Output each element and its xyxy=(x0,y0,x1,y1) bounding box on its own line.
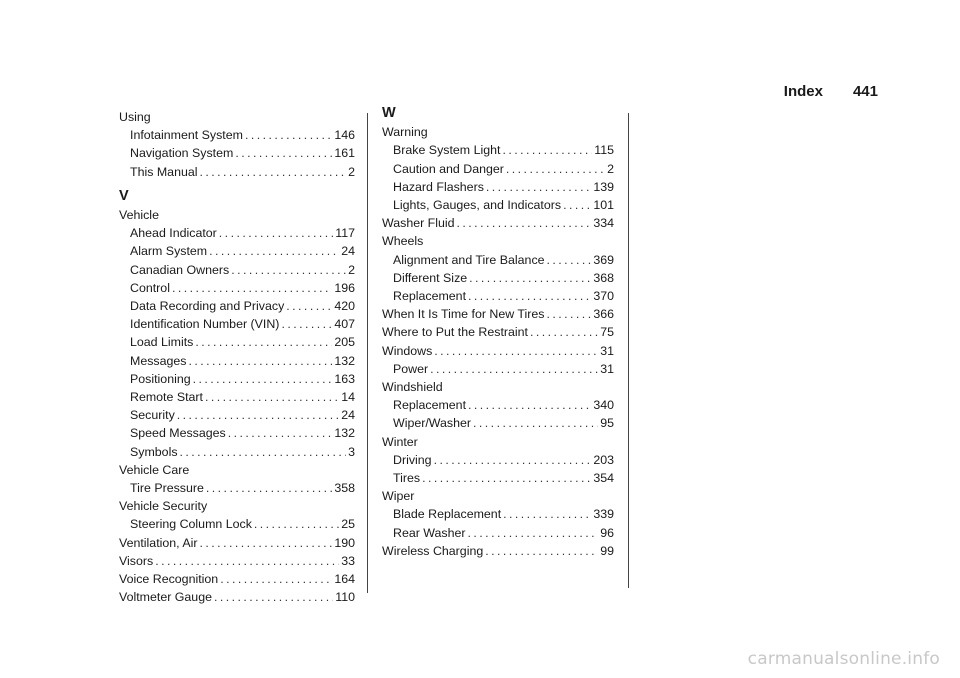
dot-leader xyxy=(219,224,333,242)
dot-leader xyxy=(209,242,339,260)
index-subentry xyxy=(382,269,614,287)
index-subentry xyxy=(382,287,614,305)
entry-page-number: 96 xyxy=(600,525,614,540)
dot-leader xyxy=(200,534,333,552)
entry-page-number: 33 xyxy=(341,553,355,568)
dot-leader xyxy=(188,352,332,370)
dot-leader xyxy=(457,214,592,232)
index-entry xyxy=(382,323,614,341)
index-subentry xyxy=(119,443,355,461)
entry-label: Different Size xyxy=(393,270,468,285)
entry-label: Ventilation, Air xyxy=(119,535,198,550)
entry-page-number: 3 xyxy=(348,444,355,459)
dot-leader xyxy=(502,141,592,159)
entry-label: Brake System Light xyxy=(393,143,501,158)
entry-page-number: 190 xyxy=(334,535,355,550)
dot-leader xyxy=(422,469,591,487)
dot-leader xyxy=(286,297,332,315)
entry-page-number: 339 xyxy=(593,507,614,522)
entry-label: Replacement xyxy=(393,398,467,413)
index-column-1 xyxy=(119,108,355,606)
section-title: Index xyxy=(783,83,823,100)
entry-label: Infotainment System xyxy=(130,128,243,143)
entry-label: Ahead Indicator xyxy=(130,226,217,241)
entry-label: Replacement xyxy=(393,289,467,304)
index-entry xyxy=(382,342,614,360)
index-subentry xyxy=(119,242,355,260)
entry-page-number: 24 xyxy=(341,408,355,423)
index-heading: Wiper xyxy=(382,489,415,504)
entry-label: Tire Pressure xyxy=(130,481,204,496)
index-subentry xyxy=(382,178,614,196)
dot-leader xyxy=(430,360,598,378)
entry-page-number: 115 xyxy=(594,143,614,158)
entry-page-number: 420 xyxy=(334,299,355,314)
entry-page-number: 354 xyxy=(593,471,614,486)
dot-leader xyxy=(235,144,332,162)
entry-page-number: 24 xyxy=(341,244,355,259)
index-entry xyxy=(382,542,614,560)
dot-leader xyxy=(254,515,339,533)
entry-label: Caution and Danger xyxy=(393,161,504,176)
entry-label: Data Recording and Privacy xyxy=(130,299,285,314)
entry-page-number: 2 xyxy=(348,164,355,179)
entry-label: Hazard Flashers xyxy=(393,179,484,194)
entry-page-number: 163 xyxy=(334,371,355,386)
index-heading: Wheels xyxy=(382,234,424,249)
index-subentry xyxy=(382,360,614,378)
entry-page-number: 31 xyxy=(600,361,614,376)
entry-page-number: 407 xyxy=(334,317,355,332)
index-subentry xyxy=(119,370,355,388)
index-subentry xyxy=(119,297,355,315)
entry-page-number: 164 xyxy=(334,572,355,587)
index-subentry xyxy=(382,451,614,469)
entry-label: Security xyxy=(130,408,175,423)
entry-label: Driving xyxy=(393,452,432,467)
index-subentry xyxy=(119,126,355,144)
watermark: carmanualsonline.info xyxy=(747,649,940,669)
dot-leader xyxy=(473,414,598,432)
entry-page-number: 340 xyxy=(593,398,614,413)
index-column-2 xyxy=(382,105,614,560)
index-subentry xyxy=(119,388,355,406)
index-entry xyxy=(119,552,355,570)
entry-page-number: 369 xyxy=(593,252,614,267)
index-subentry xyxy=(382,505,614,523)
index-subentry xyxy=(382,414,614,432)
dot-leader xyxy=(434,342,598,360)
entry-label: Wiper/Washer xyxy=(393,416,472,431)
index-subentry xyxy=(382,141,614,159)
dot-leader xyxy=(563,196,591,214)
entry-label: Symbols xyxy=(130,444,178,459)
entry-page-number: 334 xyxy=(593,216,614,231)
entry-page-number: 370 xyxy=(593,289,614,304)
entry-page-number: 205 xyxy=(334,335,355,350)
entry-label: Tires xyxy=(393,471,421,486)
entry-label: Visors xyxy=(119,553,154,568)
entry-page-number: 2 xyxy=(607,161,614,176)
entry-label: Lights, Gauges, and Indicators xyxy=(393,198,562,213)
entry-page-number: 139 xyxy=(593,179,614,194)
entry-page-number: 2 xyxy=(348,262,355,277)
entry-label: Alignment and Tire Balance xyxy=(393,252,545,267)
index-subentry xyxy=(119,424,355,442)
index-entry xyxy=(382,305,614,323)
dot-leader xyxy=(220,570,332,588)
index-heading: Vehicle Security xyxy=(119,499,208,514)
index-subentry xyxy=(119,406,355,424)
index-entry xyxy=(119,588,355,606)
entry-page-number: 110 xyxy=(335,590,355,605)
entry-label: This Manual xyxy=(130,164,198,179)
entry-label: Navigation System xyxy=(130,146,234,161)
entry-label: Alarm System xyxy=(130,244,208,259)
dot-leader xyxy=(193,370,333,388)
index-letter-heading: W xyxy=(382,105,396,121)
entry-page-number: 358 xyxy=(334,481,355,496)
entry-label: Voltmeter Gauge xyxy=(119,590,212,605)
index-letter-heading: V xyxy=(119,187,129,204)
dot-leader xyxy=(434,451,592,469)
dot-leader xyxy=(506,160,605,178)
dot-leader xyxy=(228,424,333,442)
entry-page-number: 132 xyxy=(334,353,355,368)
dot-leader xyxy=(180,443,347,461)
dot-leader xyxy=(486,178,591,196)
index-subentry xyxy=(382,160,614,178)
index-entry xyxy=(382,214,614,232)
index-subentry xyxy=(382,524,614,542)
entry-page-number: 95 xyxy=(600,416,614,431)
entry-page-number: 101 xyxy=(593,198,614,213)
entry-label: Voice Recognition xyxy=(119,572,219,587)
index-heading: Windshield xyxy=(382,380,443,395)
column-divider xyxy=(628,113,629,588)
dot-leader xyxy=(281,315,332,333)
entry-page-number: 146 xyxy=(334,128,355,143)
entry-label: Where to Put the Restraint xyxy=(382,325,529,340)
entry-label: Washer Fluid xyxy=(382,216,455,231)
entry-label: Windows xyxy=(382,343,433,358)
page-header xyxy=(784,83,878,100)
dot-leader xyxy=(155,552,339,570)
entry-label: Steering Column Lock xyxy=(130,517,252,532)
entry-label: Speed Messages xyxy=(130,426,226,441)
entry-label: Identification Number (VIN) xyxy=(130,317,280,332)
entry-label: Messages xyxy=(130,353,187,368)
page-number: 441 xyxy=(852,83,878,100)
index-subentry xyxy=(382,196,614,214)
entry-label: Wireless Charging xyxy=(382,543,484,558)
index-subentry xyxy=(119,315,355,333)
index-heading: Vehicle Care xyxy=(119,462,190,477)
index-entry xyxy=(119,570,355,588)
index-subentry xyxy=(382,469,614,487)
dot-leader xyxy=(177,406,339,424)
dot-leader xyxy=(469,269,591,287)
entry-page-number: 31 xyxy=(600,343,614,358)
dot-leader xyxy=(206,479,332,497)
index-subentry xyxy=(119,279,355,297)
entry-page-number: 132 xyxy=(334,426,355,441)
entry-page-number: 117 xyxy=(335,226,355,241)
index-subentry xyxy=(119,163,355,181)
dot-leader xyxy=(214,588,333,606)
dot-leader xyxy=(200,163,347,181)
entry-page-number: 99 xyxy=(600,543,614,558)
entry-page-number: 25 xyxy=(341,517,355,532)
entry-label: Control xyxy=(130,280,170,295)
dot-leader xyxy=(468,396,591,414)
entry-label: Canadian Owners xyxy=(130,262,230,277)
dot-leader xyxy=(503,505,591,523)
index-subentry xyxy=(119,261,355,279)
index-subentry xyxy=(382,251,614,269)
index-subentry xyxy=(119,352,355,370)
entry-page-number: 366 xyxy=(593,307,614,322)
dot-leader xyxy=(485,542,598,560)
index-heading: Warning xyxy=(382,125,428,140)
dot-leader xyxy=(530,323,598,341)
dot-leader xyxy=(468,524,599,542)
index-subentry xyxy=(382,396,614,414)
index-heading: Vehicle xyxy=(119,208,159,223)
entry-label: Remote Start xyxy=(130,390,203,405)
entry-page-number: 196 xyxy=(334,280,355,295)
index-entry xyxy=(119,534,355,552)
entry-label: Blade Replacement xyxy=(393,507,502,522)
index-heading: Using xyxy=(119,110,151,124)
entry-label: When It Is Time for New Tires xyxy=(382,307,545,322)
entry-page-number: 14 xyxy=(341,390,355,405)
entry-label: Load Limits xyxy=(130,335,194,350)
dot-leader xyxy=(195,333,332,351)
dot-leader xyxy=(547,251,592,269)
index-subentry xyxy=(119,144,355,162)
entry-label: Positioning xyxy=(130,371,191,386)
index-subentry xyxy=(119,333,355,351)
dot-leader xyxy=(205,388,339,406)
entry-label: Rear Washer xyxy=(393,525,466,540)
entry-page-number: 368 xyxy=(593,270,614,285)
dot-leader xyxy=(172,279,332,297)
dot-leader xyxy=(231,261,346,279)
dot-leader xyxy=(547,305,592,323)
entry-page-number: 203 xyxy=(593,452,614,467)
index-subentry xyxy=(119,515,355,533)
dot-leader xyxy=(245,126,332,144)
entry-page-number: 75 xyxy=(600,325,614,340)
index-heading: Winter xyxy=(382,434,418,449)
entry-page-number: 161 xyxy=(334,146,355,161)
column-divider xyxy=(367,113,368,593)
index-subentry xyxy=(119,224,355,242)
index-subentry xyxy=(119,479,355,497)
dot-leader xyxy=(468,287,591,305)
entry-label: Power xyxy=(393,361,429,376)
